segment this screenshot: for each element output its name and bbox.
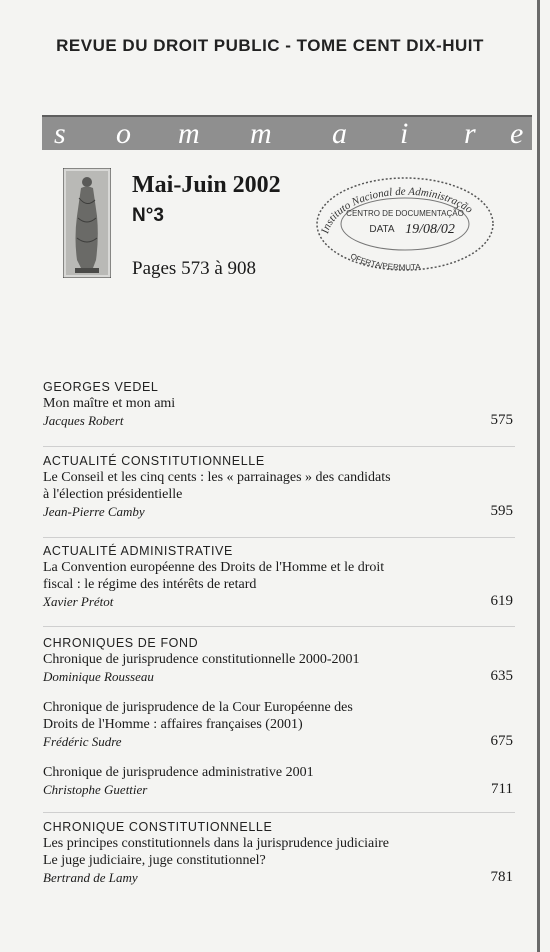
toc-section (43, 380, 515, 429)
entry-title: à l'élection présidentielle (43, 487, 183, 502)
entry-page: 635 (490, 668, 513, 684)
entry-title: Le juge judiciaire, juge constitutionnel? (43, 853, 266, 868)
entry-author: Jacques Robert (43, 413, 124, 428)
entry-author: Christophe Guettier (43, 782, 148, 797)
issue-date: Mai-Juin 2002 (132, 172, 281, 198)
section-heading: CHRONIQUE CONSTITUTIONNELLE (43, 820, 273, 834)
sommaire-letter: a (332, 117, 347, 150)
section-heading: ACTUALITÉ ADMINISTRATIVE (43, 544, 233, 558)
entry-title: fiscal : le régime des intérêts de retard (43, 577, 257, 592)
toc-entry[interactable] (43, 764, 515, 798)
issue-number: N°3 (132, 205, 164, 226)
toc-section (43, 636, 515, 798)
toc-entry[interactable] (43, 395, 515, 429)
stamp-center-line: CENTRO DE DOCUMENTAÇÃO (346, 209, 464, 218)
sommaire-letter: r (464, 117, 476, 150)
stamp-ring-text: Instituto Nacional de Administração (319, 185, 475, 235)
stamp-date-value: 19/08/02 (405, 222, 455, 237)
entry-author: Bertrand de Lamy (43, 870, 138, 885)
entry-page: 575 (490, 412, 513, 428)
sommaire-letter: s (54, 117, 66, 150)
library-stamp (310, 172, 500, 272)
entry-author: Dominique Rousseau (43, 669, 154, 684)
entry-title: Le Conseil et les cinq cents : les « parrainages » des candidats (43, 470, 391, 485)
svg-text:OFERTA/PERMUTA (349, 252, 422, 272)
toc-section (43, 820, 515, 886)
entry-page: 595 (490, 503, 513, 519)
sommaire-band (42, 115, 532, 150)
entry-title: La Convention européenne des Droits de l'Homme et le droit (43, 560, 385, 575)
section-heading: ACTUALITÉ CONSTITUTIONNELLE (43, 454, 265, 468)
toc-entry[interactable] (43, 835, 515, 886)
statue-illustration (63, 168, 111, 278)
toc-section (43, 544, 515, 610)
entry-author: Xavier Prétot (43, 594, 114, 609)
section-heading: GEORGES VEDEL (43, 380, 159, 394)
sommaire-letter: e (510, 117, 524, 150)
toc-entry[interactable] (43, 651, 515, 685)
entry-title: Chronique de jurisprudence administrative 2001 (43, 765, 314, 780)
entry-page: 675 (490, 733, 513, 749)
entry-title: Chronique de jurisprudence constitutionnelle 2000-2001 (43, 652, 360, 667)
entry-page: 619 (490, 593, 513, 609)
entry-title: Les principes constitutionnels dans la jurisprudence judiciaire (43, 836, 390, 851)
journal-title: REVUE DU DROIT PUBLIC - TOME CENT DIX-HUIT (56, 36, 484, 55)
sommaire-letter: m (250, 117, 272, 150)
entry-author: Jean-Pierre Camby (43, 504, 145, 519)
divider (43, 446, 515, 447)
entry-page: 711 (491, 781, 513, 797)
sommaire-letter: o (116, 117, 131, 150)
toc-entry[interactable] (43, 469, 515, 520)
stamp-bottom-text: OFERTA/PERMUTA (348, 251, 422, 272)
section-heading: CHRONIQUES DE FOND (43, 636, 199, 650)
divider (43, 626, 515, 627)
issue-pages: Pages 573 à 908 (132, 258, 257, 279)
entry-author: Frédéric Sudre (43, 734, 122, 749)
entry-title: Mon maître et mon ami (43, 396, 176, 411)
entry-title: Chronique de jurisprudence de la Cour Européenne des (43, 700, 353, 715)
toc-entry[interactable] (43, 559, 515, 610)
sommaire-letter: i (400, 117, 409, 150)
toc-entry[interactable] (43, 699, 515, 750)
stamp-date-label: DATA (369, 224, 395, 235)
divider (43, 537, 515, 538)
sommaire-letter: m (178, 117, 200, 150)
entry-title: Droits de l'Homme : affaires françaises (2001) (43, 717, 303, 732)
toc-section (43, 454, 515, 520)
divider (43, 812, 515, 813)
entry-page: 781 (490, 869, 513, 885)
